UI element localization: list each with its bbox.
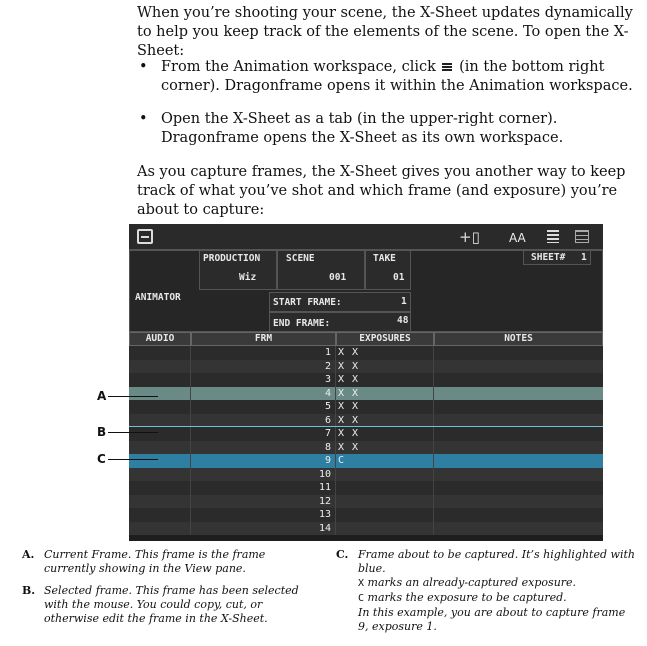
caption-b-key: B. [22,584,36,597]
caption-a-text: Current Frame. This frame is the frame currently showing in the View pane. [44,548,266,575]
frame-number: 12 [318,495,331,507]
tail-cell[interactable] [434,387,603,401]
exposure-marks: X X [338,387,360,399]
frm-cell[interactable] [191,346,336,360]
xsheet-row[interactable] [129,387,603,401]
callout-b: B [97,425,107,439]
scene-value: 001 [329,272,347,283]
production-label: PRODUCTION [203,253,261,264]
xsheet-row[interactable] [129,508,603,522]
caption-b [22,584,312,626]
x-code-text: marks an already-captured exposure. [367,576,577,589]
audio-cell[interactable] [129,346,191,360]
audio-cell[interactable] [129,400,191,414]
frame-number: 10 [318,468,331,480]
tail-cell[interactable] [434,414,603,428]
audio-cell[interactable] [129,495,191,509]
sheet-value: 1 [581,252,587,263]
frame-number: 3 [324,374,331,385]
xsheet-toolbar [129,224,603,250]
tail-cell[interactable] [434,481,603,495]
c-code-text: marks the exposure to be captured. [367,591,567,604]
exposure-marks: X X [338,401,360,412]
xsheet-row[interactable] [129,495,603,509]
frm-cell[interactable] [191,454,336,468]
tail-cell[interactable] [434,427,603,441]
exposure-marks: C [338,455,346,466]
take-value: 01 [393,272,405,283]
step-animation-workspace [137,58,637,96]
audio-cell[interactable] [129,441,191,455]
frame-number: 7 [324,428,331,439]
xsheet-row[interactable] [129,522,603,536]
caption-c-text: Frame about to be captured. It’s highlighted with blue. [358,548,635,575]
exp-cell[interactable] [336,481,434,495]
caption-c-key: C. [336,548,349,561]
bullet-dot: • [139,59,148,75]
frm-cell[interactable] [191,427,336,441]
lead-paragraph: As you capture frames, the X-Sheet gives you another way to keep track of what you’ve shot and which frame (and exposure) you’re about to capture: [137,164,626,218]
exp-cell[interactable] [336,454,434,468]
caption-a-key: A. [22,548,35,561]
caption-b-text: Selected frame. This frame has been selected with the mouse. You could copy, cut, or otherwise edit the frame in the X-Sheet. [44,584,299,625]
tail-cell[interactable] [434,441,603,455]
end-frame-value: 48 [397,315,409,326]
list-view-icon[interactable] [547,230,559,243]
production-value: Wiz [239,272,257,283]
sheet-label: SHEET# [531,252,566,263]
add-frame-icon[interactable]: +▯ [459,228,480,246]
captions-right [336,548,636,642]
audio-cell[interactable] [129,468,191,482]
start-frame-label: START FRAME: [273,297,342,308]
xsheet-row[interactable] [129,346,603,360]
exposure-marks: X X [338,347,360,358]
animator-label: ANIMATOR [135,292,181,303]
callout-c: C [97,452,106,466]
frame-number: 6 [324,414,331,426]
audio-cell[interactable] [129,454,191,468]
xsheet-row[interactable] [129,454,603,468]
audio-cell[interactable] [129,387,191,401]
audio-cell[interactable] [129,508,191,522]
frame-number: 11 [318,482,331,493]
step-1-text-pre: From the Animation workspace, click [161,59,436,75]
frm-cell[interactable] [191,468,336,482]
notes-column-header: NOTES [434,332,603,346]
tail-cell[interactable] [434,373,603,387]
xsheet-panel [129,224,603,541]
text-size-button[interactable]: AA [509,231,526,245]
audio-cell[interactable] [129,373,191,387]
callout-a: A [97,389,107,403]
frm-cell[interactable] [191,481,336,495]
exp-cell[interactable] [336,522,434,536]
exposure-marks: X X [338,441,360,453]
tail-cell[interactable] [434,522,603,536]
tail-cell[interactable] [434,468,603,482]
frm-cell[interactable] [191,508,336,522]
exposure-marks: X X [338,428,360,439]
x-code: X [358,578,365,589]
caption-c [336,548,636,634]
exp-cell[interactable] [336,495,434,509]
caption-c-example: In this example, you are about to capture frame 9, exposure 1. [358,606,626,633]
tail-cell[interactable] [434,346,603,360]
take-label: TAKE [373,253,396,264]
callout-b-line [108,432,158,433]
frame-number: 9 [324,455,331,466]
frm-cell[interactable] [191,414,336,428]
xsheet-row[interactable] [129,373,603,387]
frm-cell[interactable] [191,441,336,455]
frm-column-header: FRM [191,332,336,346]
audio-cell[interactable] [129,360,191,374]
step-1-text-post: (in the bottom right corner). Dragonframe opens it within the Animation workspace. [161,59,633,94]
tail-cell[interactable] [434,495,603,509]
xsheet-toggle-icon [442,62,452,72]
audio-cell[interactable] [129,414,191,428]
frm-cell[interactable] [191,400,336,414]
step-2-text: Open the X-Sheet as a tab (in the upper-right corner). Dragonframe opens the X-Sheet as its own workspace. [161,111,564,146]
start-frame-value: 1 [401,296,407,307]
step-xsheet-tab [137,110,637,148]
frame-number: 4 [324,387,331,399]
tail-cell[interactable] [434,508,603,522]
xsheet-row[interactable] [129,360,603,374]
xsheet-row[interactable] [129,468,603,482]
frm-cell[interactable] [191,495,336,509]
callout-a-line [108,396,158,397]
end-frame-label: END FRAME: [273,318,331,329]
tail-cell[interactable] [434,400,603,414]
frame-number: 2 [324,360,331,372]
frm-cell[interactable] [191,373,336,387]
callout-c-line [108,459,158,460]
exposure-marks: X X [338,374,360,385]
tail-cell[interactable] [434,454,603,468]
xsheet-row[interactable] [129,414,603,428]
audio-cell[interactable] [129,481,191,495]
frm-cell[interactable] [191,387,336,401]
open-xsheet-steps [137,58,637,162]
frm-cell[interactable] [191,522,336,536]
exposure-marks: X X [338,360,360,372]
exposure-marks: X X [338,414,360,426]
tail-cell[interactable] [434,360,603,374]
exp-cell[interactable] [336,508,434,522]
frm-cell[interactable] [191,360,336,374]
exp-cell[interactable] [336,468,434,482]
frame-number: 8 [324,441,331,453]
xsheet-row[interactable] [129,441,603,455]
bullet-dot: • [139,111,148,127]
grid-view-icon[interactable] [575,230,589,243]
audio-column-header: AUDIO [129,332,191,346]
intro-paragraph: When you’re shooting your scene, the X-Sheet updates dynamically to help you keep track of the elements of the scene. To open the X-Sheet: [137,5,633,59]
frame-number: 1 [324,347,331,358]
xsheet-row[interactable] [129,427,603,441]
xsheet-row[interactable] [129,481,603,495]
audio-cell[interactable] [129,522,191,536]
captions-left [22,548,312,634]
print-icon[interactable] [137,229,153,244]
scene-label: SCENE [286,253,315,264]
frame-number: 14 [318,522,331,534]
exposures-column-header: EXPOSURES [336,332,434,346]
c-code: C [358,593,365,604]
frame-number: 5 [324,401,331,412]
caption-a [22,548,312,576]
audio-cell[interactable] [129,427,191,441]
xsheet-row[interactable] [129,400,603,414]
frame-number: 13 [318,509,331,520]
